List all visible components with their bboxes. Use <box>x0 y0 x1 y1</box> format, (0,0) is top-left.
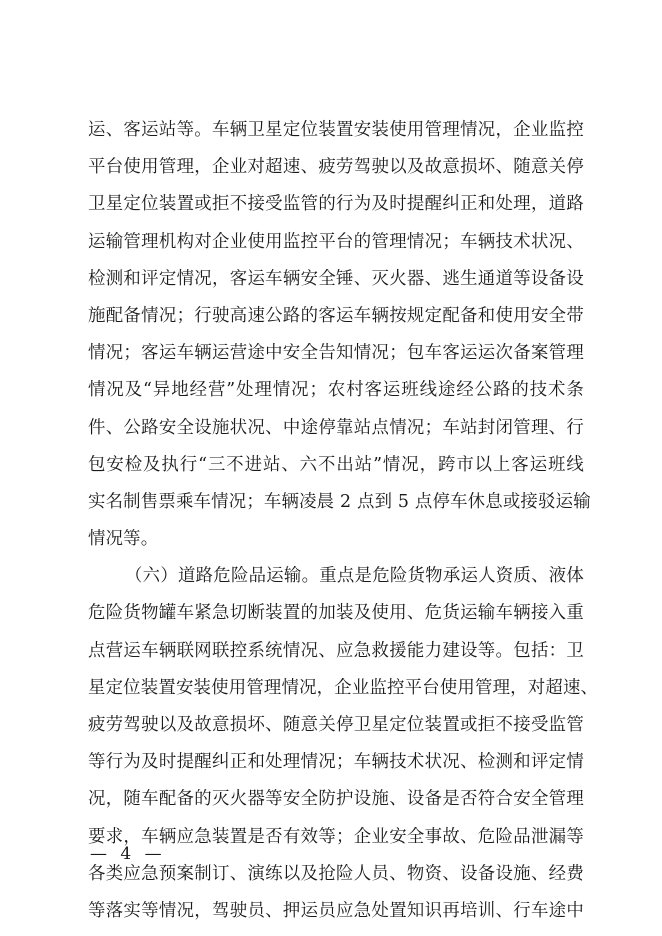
text-line: 情况；客运车辆运营途中安全告知情况；包车客运运次备案管理 <box>88 343 584 364</box>
paragraph <box>88 558 599 930</box>
text-line: 实名制售票乘车情况；车辆凌晨 2 点到 5 点停车休息或接驳运输 <box>88 491 591 512</box>
text-line: 况，随车配备的灭火器等安全防护设施、设备是否符合安全管理 <box>88 789 584 810</box>
text-line: 运、客运站等。车辆卫星定位装置安装使用管理情况，企业监控 <box>88 120 584 140</box>
text-line: 等落实等情况，驾驶员、押运员应急处置知识再培训、行车途中 <box>88 900 584 921</box>
text-line: 包安检及执行“三不进站、六不出站”情况，跨市以上客运班线 <box>88 454 584 475</box>
text-line: 卫星定位装置或拒不接受监管的行为及时提醒纠正和处理，道路 <box>88 194 584 215</box>
text-line: 运输管理机构对企业使用监控平台的管理情况；车辆技术状况、 <box>88 231 584 252</box>
page-number: — 4 — <box>90 844 166 864</box>
text-line: 平台使用管理，企业对超速、疲劳驾驶以及故意损坏、随意关停 <box>88 157 584 178</box>
text-line: 施配备情况；行驶高速公路的客运车辆按规定配备和使用安全带 <box>88 305 584 326</box>
text-line: 危险货物罐车紧急切断装置的加装及使用、危货运输车辆接入重 <box>88 603 584 624</box>
text-line: 要求，车辆应急装置是否有效等；企业安全事故、危险品泄漏等 <box>88 826 584 847</box>
section-heading-line: （六）道路危险品运输。重点是危险货物承运人资质、液体 <box>125 566 584 587</box>
text-line: 点营运车辆联网联控系统情况、应急救援能力建设等。包括：卫 <box>88 640 584 661</box>
text-line: 件、公路安全设施状况、中途停靠站点情况；车站封闭管理、行 <box>88 417 584 438</box>
text-line: 等行为及时提醒纠正和处理情况；车辆技术状况、检测和评定情 <box>88 752 584 773</box>
text-line: 情况及“异地经营”处理情况；农村客运班线途经公路的技术条 <box>88 380 584 401</box>
paragraph <box>88 112 591 558</box>
text-line: 情况等。 <box>88 529 159 550</box>
text-line: 检测和评定情况，客运车辆安全锤、灭火器、逃生通道等设备设 <box>88 268 584 289</box>
document-body <box>88 112 599 930</box>
text-line: 各类应急预案制订、演练以及抢险人员、物资、设备设施、经费 <box>88 863 584 884</box>
text-line: 星定位装置安装使用管理情况，企业监控平台使用管理，对超速、 <box>88 677 599 698</box>
text-line: 疲劳驾驶以及故意损坏、随意关停卫星定位装置或拒不接受监管 <box>88 715 584 735</box>
